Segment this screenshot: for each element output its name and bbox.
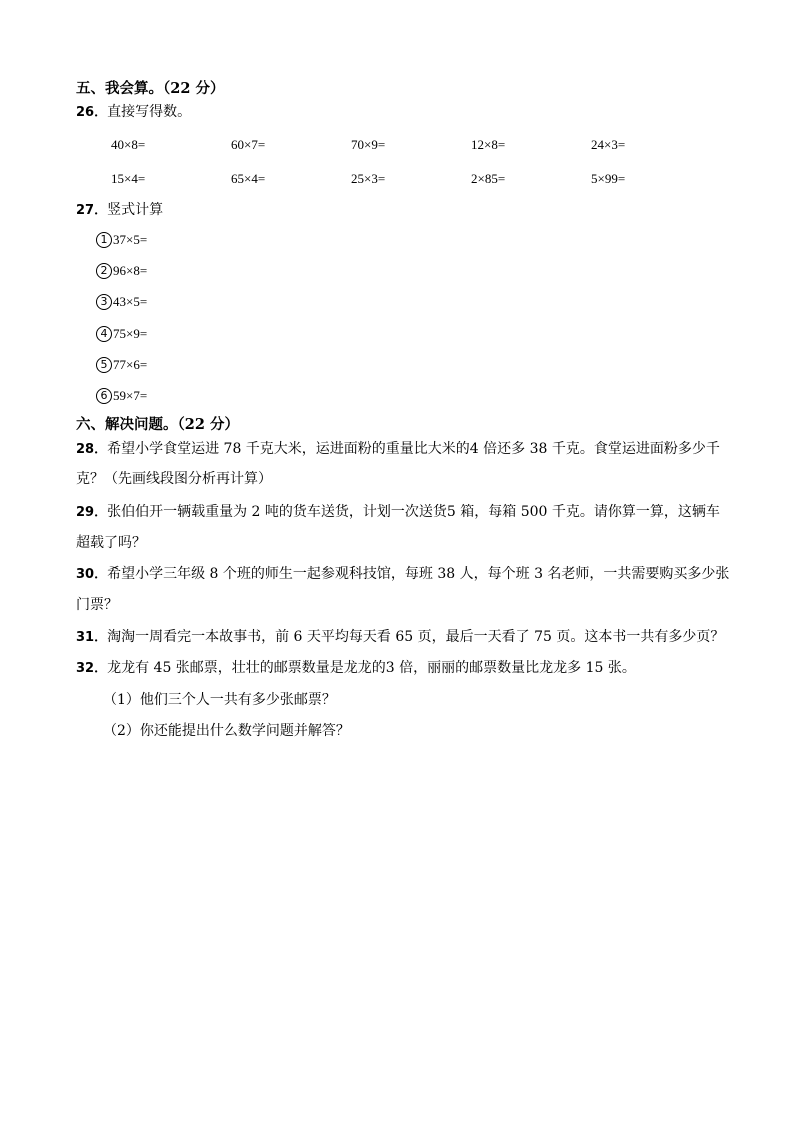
question-31 [76,627,724,648]
vertical-calc-expr: 59×7= [113,388,148,403]
question-32 [76,658,636,679]
circled-number-5: 5 [96,357,112,373]
calc-item: 2×85= [471,171,506,186]
calc-item: 5×99= [591,171,626,186]
question-28-number: 28． [76,442,108,457]
vertical-calc-expr: 77×6= [113,357,148,372]
question-29-number: 29． [76,505,108,520]
question-27 [76,200,163,221]
vertical-calc-item [96,355,147,375]
question-28 [76,439,720,460]
question-31-line1: 淘淘一周看完一本故事书，前 6 天平均每天看 65 页，最后一天看了 75 页。这本书一共有多少页？ [107,629,725,645]
vertical-calc-item [96,292,147,312]
question-26-number: 26． [76,105,108,120]
question-26-text: 直接写得数。 [107,104,192,120]
circled-number-3: 3 [96,294,112,310]
section-5-title: 五、我会算。（22 分） [76,80,225,97]
question-29 [76,502,720,523]
vertical-calc-item [96,386,147,406]
circled-number-1: 1 [96,232,112,248]
vertical-calc-expr: 96×8= [113,263,148,278]
calc-item: 24×3= [591,137,626,152]
vertical-calc-expr: 37×5= [113,232,148,247]
question-30 [76,564,729,585]
vertical-calc-item [96,261,147,281]
calc-item: 25×3= [351,171,386,186]
calc-item: 60×7= [231,137,266,152]
vertical-calc-item [96,324,147,344]
question-27-number: 27． [76,203,108,218]
circled-number-4: 4 [96,326,112,342]
question-31-number: 31． [76,630,108,645]
vertical-calc-expr: 75×9= [113,326,148,341]
vertical-calc-item [96,230,147,250]
question-30-line1: 希望小学三年级 8 个班的师生一起参观科技馆，每班 38 人，每个班 3 名老师，一共需要购买多少张 [107,566,730,582]
question-29-line2: 超载了吗？ [76,535,146,551]
calc-item: 70×9= [351,137,386,152]
calc-item: 12×8= [471,137,506,152]
calc-item: 65×4= [231,171,266,186]
question-30-number: 30． [76,567,108,582]
vertical-calc-expr: 43×5= [113,294,148,309]
question-29-line1: 张伯伯开一辆载重量为 2 吨的货车送货，计划一次送货5 箱，每箱 500 千克。请你算一算，这辆车 [107,504,720,520]
question-32-sub-1: （1）他们三个人一共有多少张邮票？ [103,692,336,708]
circled-number-6: 6 [96,388,112,404]
circled-number-2: 2 [96,263,112,279]
question-26 [76,102,191,123]
question-32-sub-2: （2）你还能提出什么数学问题并解答？ [103,723,350,739]
question-28-line1: 希望小学食堂运进 78 千克大米，运进面粉的重量比大米的4 倍还多 38 千克。食堂运进面粉多少千 [107,441,720,457]
calc-item: 15×4= [111,171,146,186]
question-32-number: 32． [76,661,108,676]
question-27-text: 竖式计算 [107,202,164,218]
question-28-line2: 克？（先画线段图分析再计算） [76,471,272,487]
calc-item: 40×8= [111,137,146,152]
section-6-title: 六、解决问题。（22 分） [76,416,239,433]
question-30-line2: 门票？ [76,597,118,613]
question-32-line1: 龙龙有 45 张邮票，壮壮的邮票数量是龙龙的3 倍，丽丽的邮票数量比龙龙多 15 张。 [107,660,636,676]
